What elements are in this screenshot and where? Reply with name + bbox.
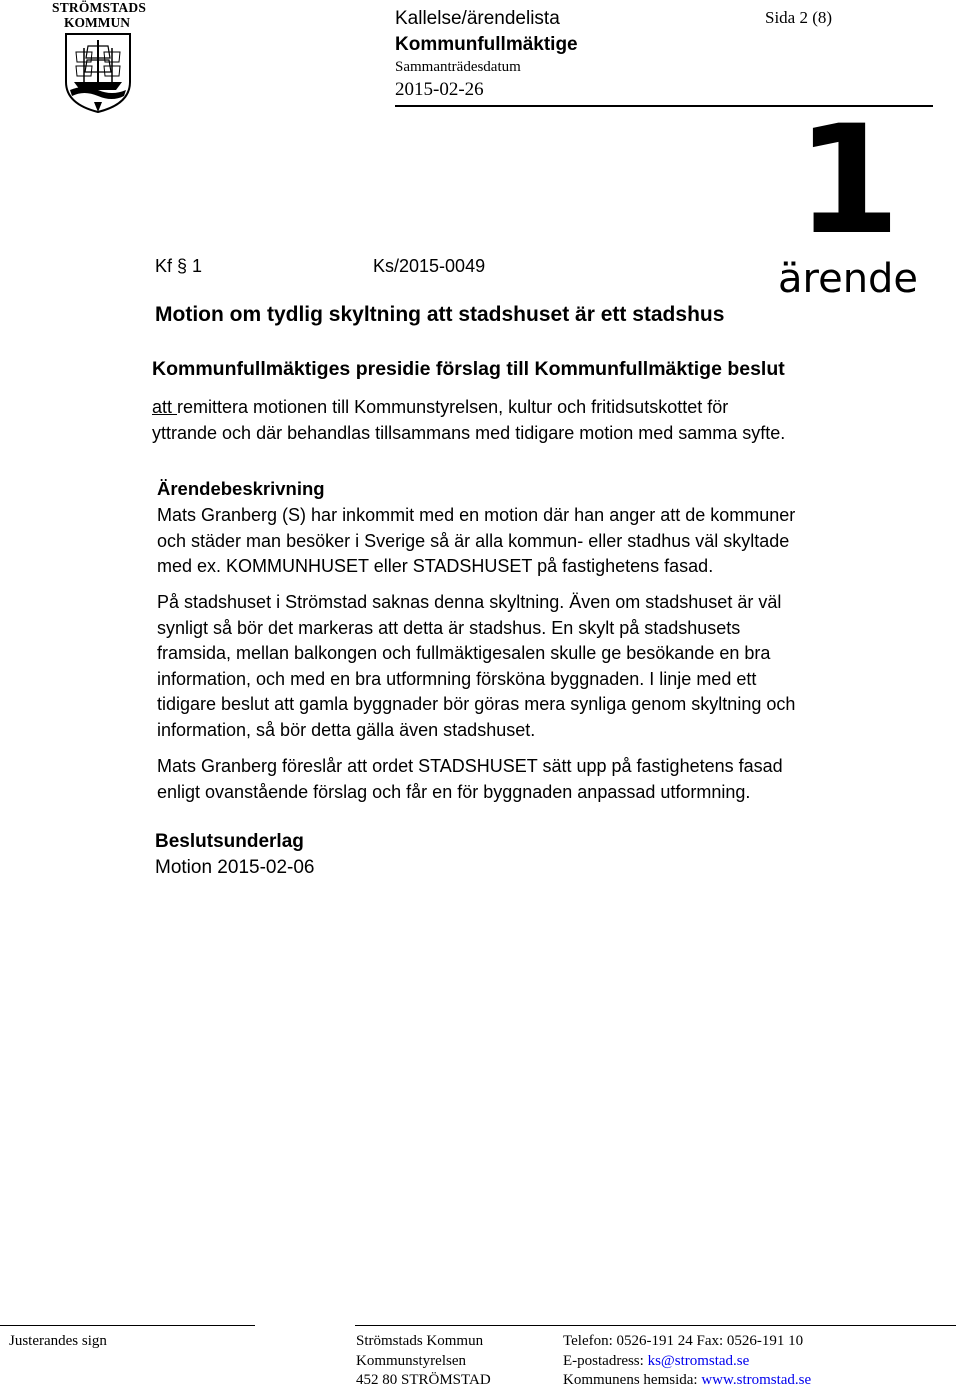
case-number: Ks/2015-0049 (373, 256, 486, 276)
footer-divider (355, 1325, 956, 1326)
proposal-text (152, 395, 785, 446)
footer-org-name: Strömstads Kommun (356, 1333, 484, 1349)
proposal-line: yttrande och där behandlas tillsammans med tidigare motion med samma syfte. (152, 422, 786, 443)
meeting-date: 2015-02-26 (395, 79, 484, 100)
text-line: Mats Granberg (S) har inkommit med en motion där han anger att de kommuner (157, 505, 796, 525)
footer-organization (356, 1332, 491, 1391)
paragraph-number: Kf § 1 (155, 256, 203, 276)
footer-email-label: E-postadress: (563, 1352, 648, 1369)
text-line: och städer man besöker i Sverige så är alla kommun- eller stadhus väl skyltade (157, 530, 790, 551)
text-line: synligt så bör det markeras att detta är stadshus. En skylt på stadshusets (157, 617, 741, 638)
proposal-line: remittera motionen till Kommunstyrelsen, kultur och fritidsutskottet för (177, 397, 729, 417)
signature-field-label: Justerandes sign (9, 1333, 107, 1349)
logo-text-line1: STRÖMSTADS (52, 0, 147, 15)
footer-phone: Telefon: 0526-191 24 Fax: 0526-191 10 (563, 1333, 804, 1349)
text-line: På stadshuset i Strömstad saknas denna skyltning. Även om stadshuset är väl (157, 592, 782, 612)
meeting-date-label: Sammanträdesdatum (395, 59, 521, 75)
item-count-label: ärende (778, 256, 919, 302)
text-line: information, och med en bra utformning försköna byggnaden. I linje med ett (157, 668, 757, 689)
logo-text-line2: KOMMUN (64, 15, 130, 30)
basis-document: Motion 2015-02-06 (155, 857, 315, 878)
text-line: enligt ovanstående förslag och får en för byggnaden anpassad utformning. (157, 781, 751, 802)
item-title: Motion om tydlig skyltning att stadshuset är ett stadshus (155, 303, 725, 326)
description-paragraph (157, 590, 795, 743)
organ-name: Kommunfullmäktige (395, 34, 578, 55)
footer-divider (0, 1325, 255, 1326)
basis-heading: Beslutsunderlag (155, 831, 304, 852)
description-paragraph (157, 754, 783, 805)
text-line: Mats Granberg föreslår att ordet STADSHUSET sätt upp på fastighetens fasad (157, 756, 783, 776)
item-count: 1 (796, 94, 901, 268)
email-link[interactable]: ks@stromstad.se (647, 1352, 750, 1369)
proposal-att: att (152, 397, 178, 417)
text-line: tidigare beslut att gamla byggnader bör göras mera synliga genom skyltning och (157, 694, 796, 714)
proposal-heading: Kommunfullmäktiges presidie förslag till Kommunfullmäktige beslut (152, 358, 785, 380)
text-line: framsida, mellan balkongen och fullmäktigesalen skulle ge besökande en bra (157, 643, 771, 663)
text-line: med ex. KOMMUNHUSET eller STADSHUSET på fastighetens fasad. (157, 556, 714, 576)
coat-of-arms-icon (64, 32, 132, 114)
footer-contact (563, 1332, 811, 1391)
footer-org-address: 452 80 STRÖMSTAD (356, 1372, 491, 1388)
document-type: Kallelse/ärendelista (395, 8, 560, 29)
text-line: information, så bör detta gälla även stadshuset. (157, 719, 536, 740)
footer-web-label: Kommunens hemsida: (563, 1372, 702, 1388)
description-heading: Ärendebeskrivning (157, 478, 325, 499)
website-link[interactable]: www.stromstad.se (701, 1372, 812, 1388)
footer-org-dept: Kommunstyrelsen (356, 1352, 466, 1369)
page-number: Sida 2 (8) (765, 8, 833, 27)
description-paragraph (157, 503, 795, 580)
